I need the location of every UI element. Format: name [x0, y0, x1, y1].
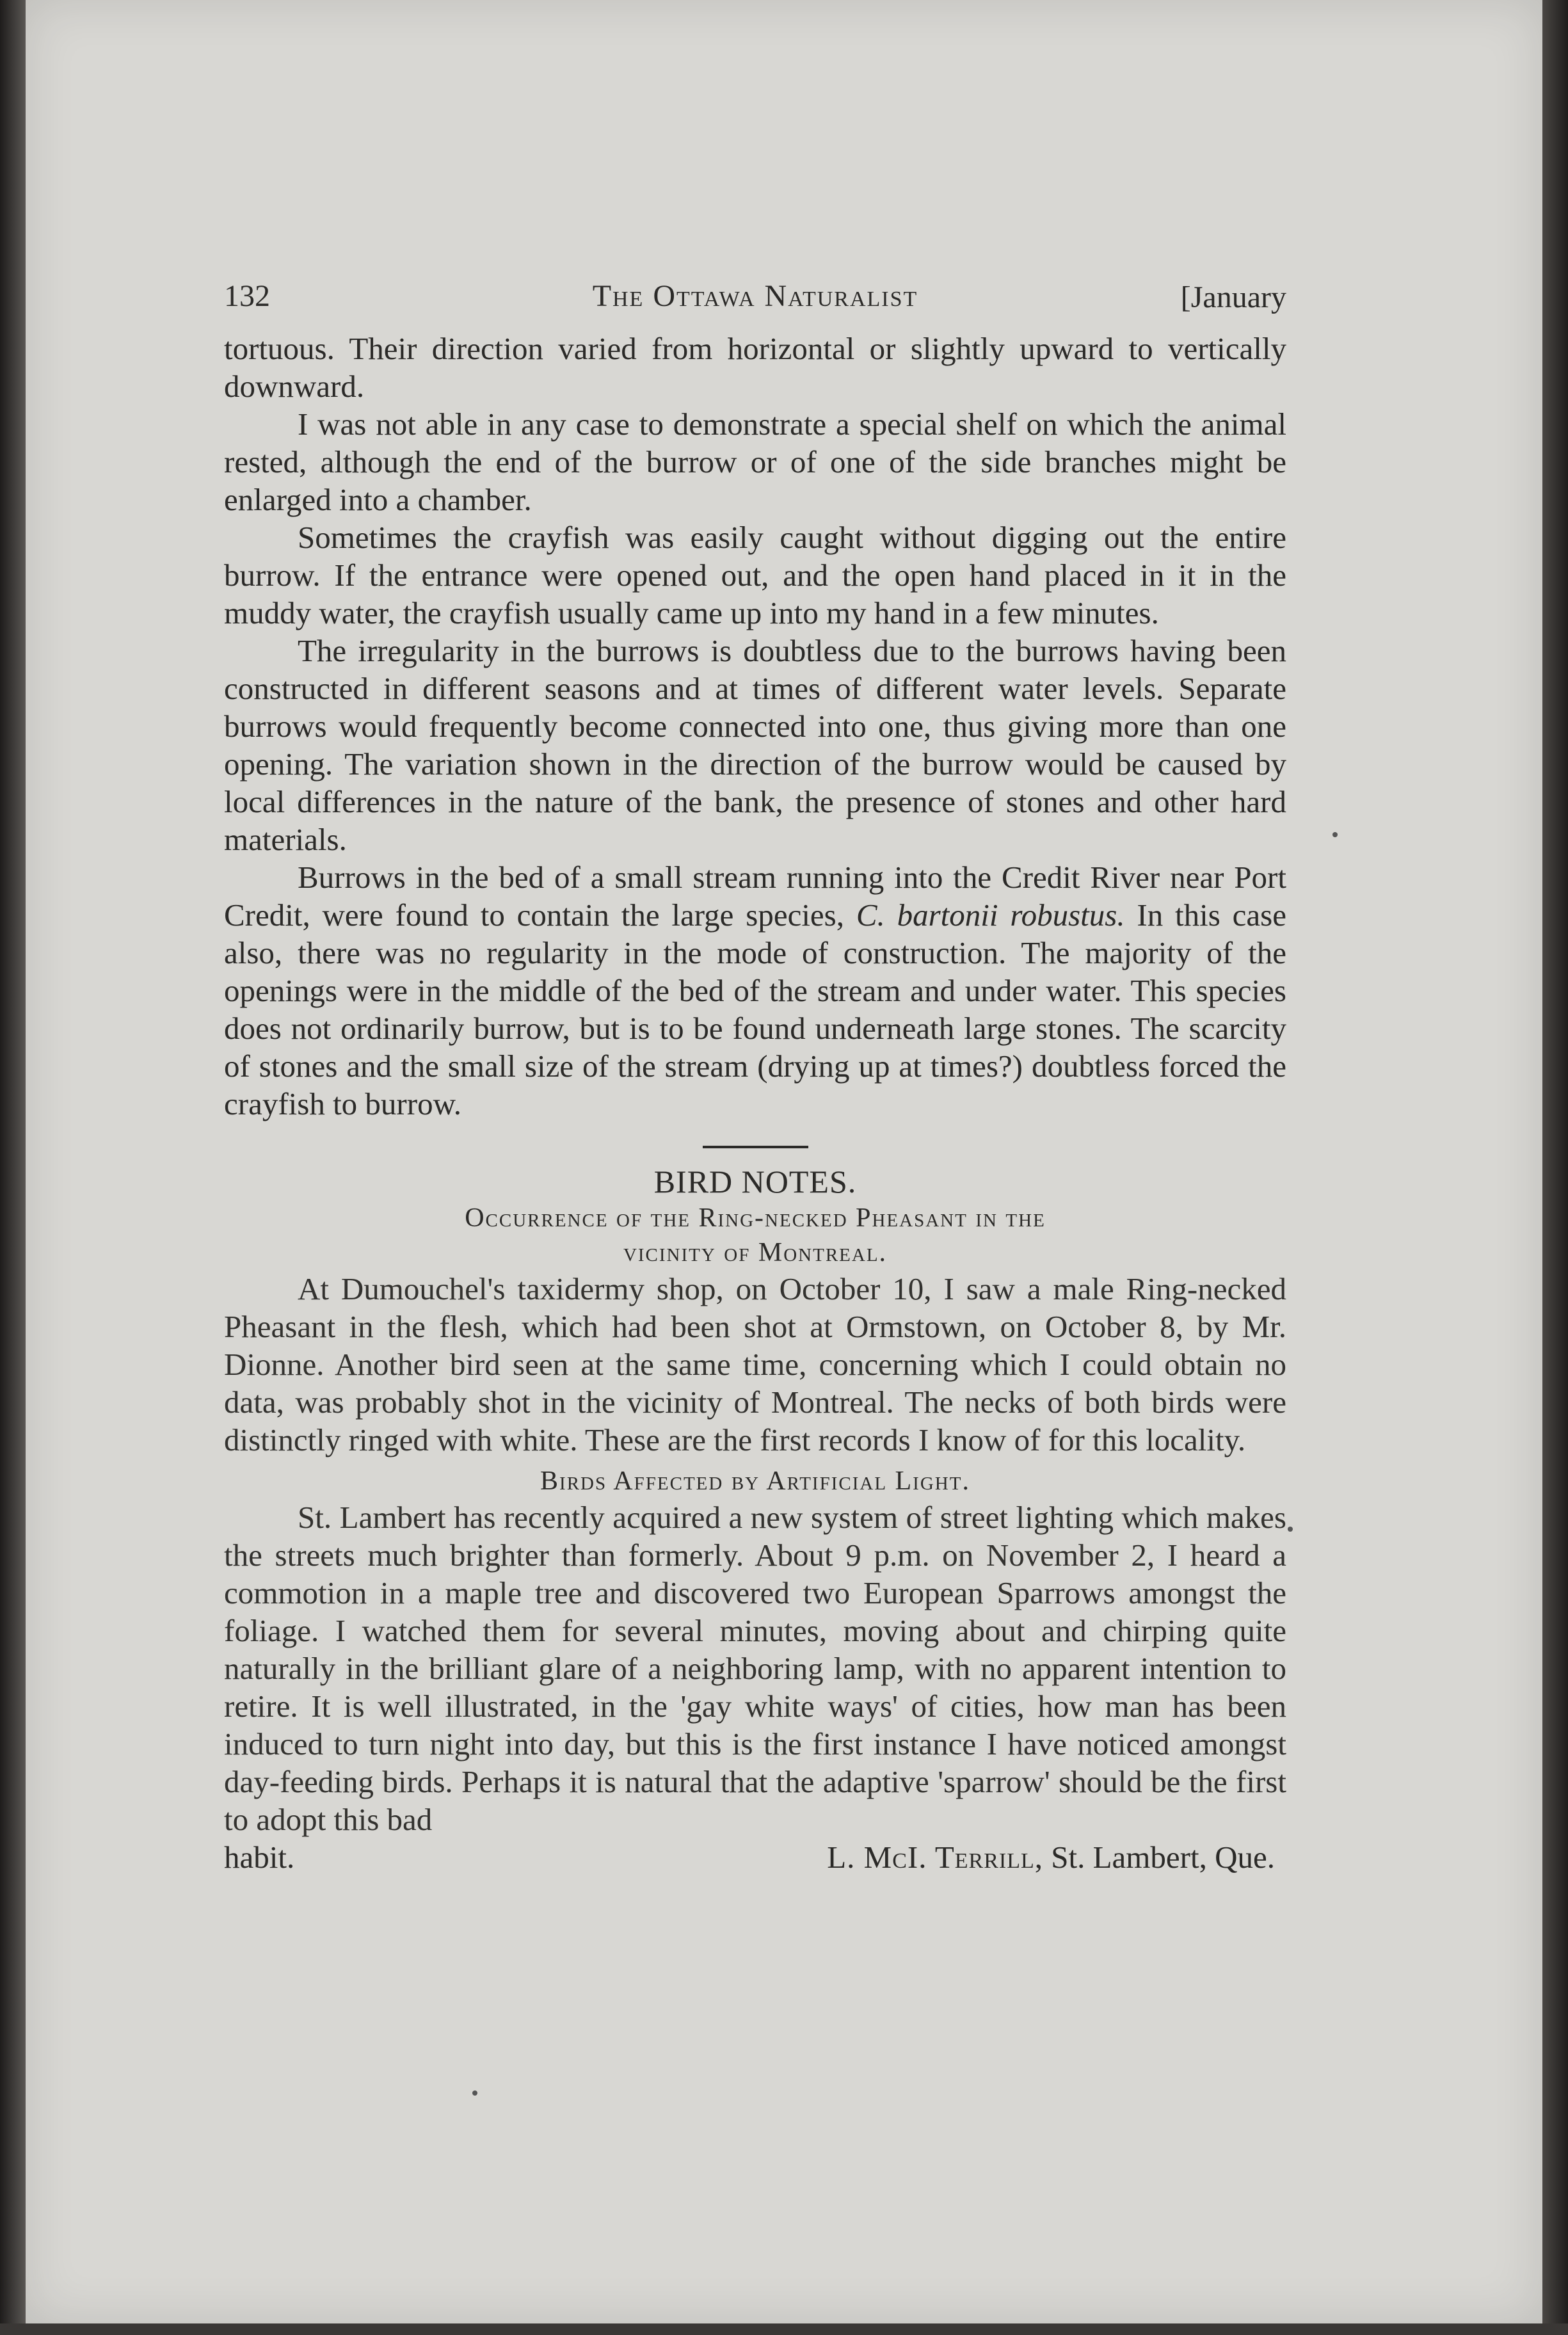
paragraph: tortuous. Their direction varied from horizontal or slightly upward to vertically downward.	[224, 331, 1286, 404]
signature-place: St. Lambert, Que.	[1051, 1840, 1275, 1875]
page-speck	[1332, 832, 1338, 837]
section-title: BIRD NOTES.	[653, 1164, 857, 1200]
signature	[827, 1838, 1286, 1876]
bird-note-pheasant	[224, 1201, 1286, 1459]
paragraph-text: In this case also, there was no regularity in the mode of construction. The majority of the openings were in the middle of the bed of the stream and under water. This species does not ordinarily burrow, but is to be found underneath large stones. The scarcity of stones and the small size of the stream (drying up at times?) doubtless forced the crayfish to burrow.	[224, 897, 1286, 1121]
page-right-edge	[1542, 0, 1568, 2335]
species-name: C. bartonii robustus.	[856, 897, 1125, 933]
note-closing-line	[224, 1838, 1286, 1876]
page-bottom-edge	[0, 2323, 1568, 2335]
page-speck	[472, 2090, 477, 2096]
paragraph-text: Burrows in the bed of a small stream running into the Credit River near Port Credit, were found to contain the large species,	[224, 860, 1286, 933]
paragraph: Sometimes the crayfish was easily caught without digging out the entire burrow. If the entrance were opened out, and the open hand placed in it in the muddy water, the crayfish usually came up into my hand in a few minutes.	[224, 520, 1286, 630]
issue-label: [January	[1180, 280, 1286, 314]
page-number: 132	[224, 279, 270, 313]
paragraph	[224, 858, 1286, 1123]
paragraph: I was not able in any case to demonstrate a special shelf on which the animal rested, although the end of the burrow or of one of the side branches might be enlarged into a chamber.	[224, 406, 1286, 517]
signature-name: L. McI. Terrill,	[827, 1840, 1044, 1875]
page-left-edge	[0, 0, 26, 2335]
article-continued	[224, 330, 1286, 1123]
closing-word: habit.	[224, 1840, 295, 1875]
note-heading: Occurrence of the Ring-necked Pheasant in the	[465, 1203, 1046, 1233]
note-text: At Dumouchel's taxidermy shop, on October 10, I saw a male Ring-necked Pheasant in the flesh, which had been shot at Ormstown, on October 8, by Mr. Dionne. Another bird seen at the same time, concerning which I could obtain no data, was probably shot in the vicinity of Montreal. The necks of both birds were distinctly ringed with white. These are the first records I know of for this locality.	[224, 1271, 1286, 1457]
section-divider	[703, 1146, 808, 1148]
paragraph: The irregularity in the burrows is doubtless due to the burrows having been constructed in different seasons and at times of different water levels. Separate burrows would frequently become connected into one, thus giving more than one opening. The variation shown in the direction of the burrow would be caused by local differences in the nature of the bank, the presence of stones and other hard materials.	[224, 633, 1286, 857]
bird-note-artificial-light	[224, 1464, 1286, 1876]
journal-title: The Ottawa Naturalist	[592, 279, 918, 313]
text-block	[224, 272, 1286, 1876]
running-head	[224, 272, 1286, 330]
note-text: St. Lambert has recently acquired a new system of street lighting which makes the streets much brighter than formerly. About 9 p.m. on November 2, I heard a commotion in a maple tree and discovered two European Sparrows amongst the foliage. I watched them for several minutes, moving about and chirping quite naturally in the brilliant glare of a neighboring lamp, with no apparent intention to retire. It is well illustrated, in the 'gay white ways' of cities, how man has been induced to turn night into day, but this is the first instance I have noticed amongst day-feeding birds. Perhaps it is natural that the adaptive 'sparrow' should be the first to adopt this bad	[224, 1500, 1286, 1837]
note-heading: vicinity of Montreal.	[623, 1238, 888, 1267]
page-speck	[1288, 1527, 1293, 1532]
note-heading: Birds Affected by Artificial Light.	[540, 1466, 970, 1496]
